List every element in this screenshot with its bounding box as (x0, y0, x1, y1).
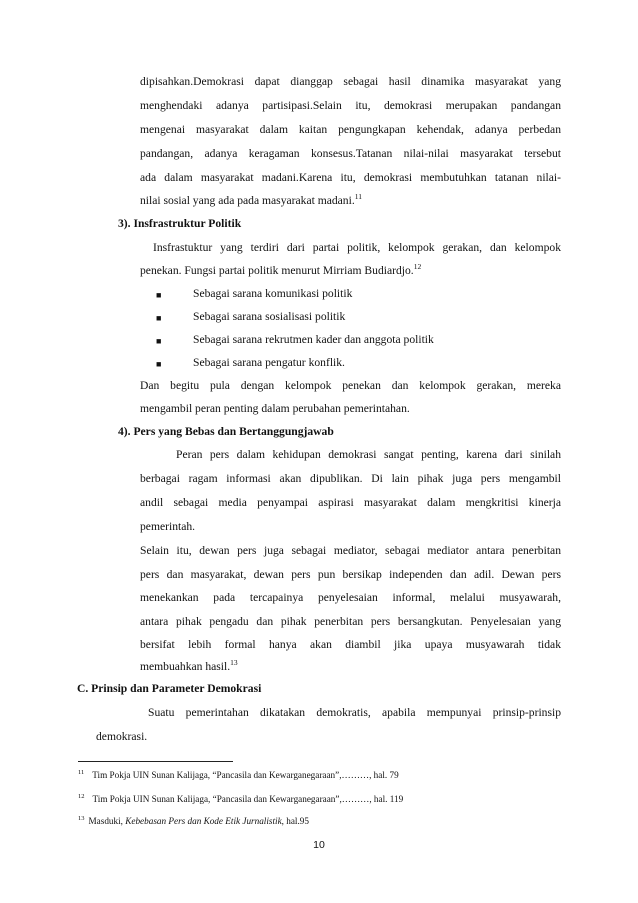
body-line-text: nilai sosial yang ada pada masyarakat madani. (140, 194, 355, 207)
body-line: Selain itu, dewan pers juga sebagai mediator, sebagai mediator antara penerbitan (140, 544, 561, 557)
body-line: pandangan, adanya keragaman konsesus.Tatanan nilai-nilai masyarakat tersebut (140, 147, 561, 160)
footnote-number: 11 (78, 768, 85, 776)
square-bullet-icon: ■ (156, 336, 162, 346)
body-line: menghendaki adanya partisipasi.Selain itu, demokrasi merupakan pandangan (140, 99, 561, 112)
body-line: Dan begitu pula dengan kelompok penekan dan kelompok gerakan, mereka (140, 379, 561, 392)
footnote-separator (78, 761, 233, 762)
body-line: antara pihak pengadu dan pihak penerbitan pers bersangkutan. Penyelesaian yang (140, 615, 561, 628)
body-line: Peran pers dalam kehidupan demokrasi sangat penting, karena dari sinilah (176, 448, 561, 461)
bullet-item: Sebagai sarana komunikasi politik (193, 287, 353, 300)
footnote-number: 12 (78, 792, 85, 800)
section-heading-infrastructure: 3). Insfrastruktur Politik (118, 217, 242, 230)
bullet-item: Sebagai sarana sosialisasi politik (193, 310, 346, 323)
footnote-book-title: Kebebasan Pers dan Kode Etik Jurnalistik (125, 816, 282, 826)
body-line-with-footnote (140, 660, 238, 674)
page-number: 10 (313, 839, 325, 851)
body-line: andil sebagai media penyampai aspirasi masyarakat dalam mengkritisi kinerja (140, 496, 561, 509)
body-line: berbagai ragam informasi akan dipublikan. Di lain pihak juga pers mengambil (140, 472, 561, 485)
square-bullet-icon: ■ (156, 359, 162, 369)
footnote-text-end: , hal.95 (281, 816, 309, 826)
square-bullet-icon: ■ (156, 290, 162, 300)
body-line: bersifat lebih formal hanya akan diambil jika upaya musyawarah tidak (140, 638, 561, 651)
section-heading-press: 4). Pers yang Bebas dan Bertanggungjawab (118, 425, 334, 438)
section-heading-principles: C. Prinsip dan Parameter Demokrasi (77, 682, 262, 695)
bullet-item: Sebagai sarana pengatur konflik. (193, 356, 345, 369)
body-line: ada dalam masyarakat madani.Karena itu, demokrasi membutuhkan tatanan nilai- (140, 171, 561, 184)
body-line: dipisahkan.Demokrasi dapat dianggap sebagai hasil dinamika masyarakat yang (140, 75, 561, 88)
body-line: pemerintah. (140, 520, 196, 533)
body-line: demokrasi. (96, 730, 148, 743)
bullet-item: Sebagai sarana rekrutmen kader dan anggota politik (193, 333, 434, 346)
square-bullet-icon: ■ (156, 313, 162, 323)
body-line-text: penekan. Fungsi partai politik menurut Mirriam Budiardjo. (140, 264, 414, 277)
footnote (78, 769, 399, 781)
footnote-number: 13 (78, 814, 85, 822)
body-line: mengambil peran penting dalam perubahan pemerintahan. (140, 402, 410, 415)
footnote-text: Tim Pokja UIN Sunan Kalijaga, “Pancasila dan Kewarganegaraan”,………, hal. 79 (92, 770, 399, 780)
footnote-text: Masduki, (88, 816, 126, 826)
footnote-ref: 12 (413, 262, 422, 272)
body-line-text: membuahkan hasil. (140, 660, 231, 673)
body-line-with-footnote (140, 264, 421, 278)
footnote (78, 793, 403, 805)
body-line: mengenai masyarakat dalam kaitan pengungkapan kehendak, adanya perbedan (140, 123, 561, 136)
body-line: Suatu pemerintahan dikatakan demokratis, apabila mempunyai prinsip-prinsip (148, 706, 561, 719)
footnote-text: Tim Pokja UIN Sunan Kalijaga, “Pancasila dan Kewarganegaraan”,………, hal. 119 (92, 794, 404, 804)
body-line: menekankan pada tercapainya penyelesaian informal, melalui musyawarah, (140, 591, 561, 604)
body-line: pers dan masyarakat, dewan pers pun bersikap independen dan adil. Dewan pers (140, 568, 561, 581)
footnote-ref: 11 (354, 192, 362, 202)
body-line-with-footnote (140, 194, 362, 208)
body-line: Insfrastuktur yang terdiri dari partai politik, kelompok gerakan, dan kelompok (153, 241, 561, 254)
footnote-ref: 13 (230, 658, 238, 668)
footnote (78, 815, 309, 827)
